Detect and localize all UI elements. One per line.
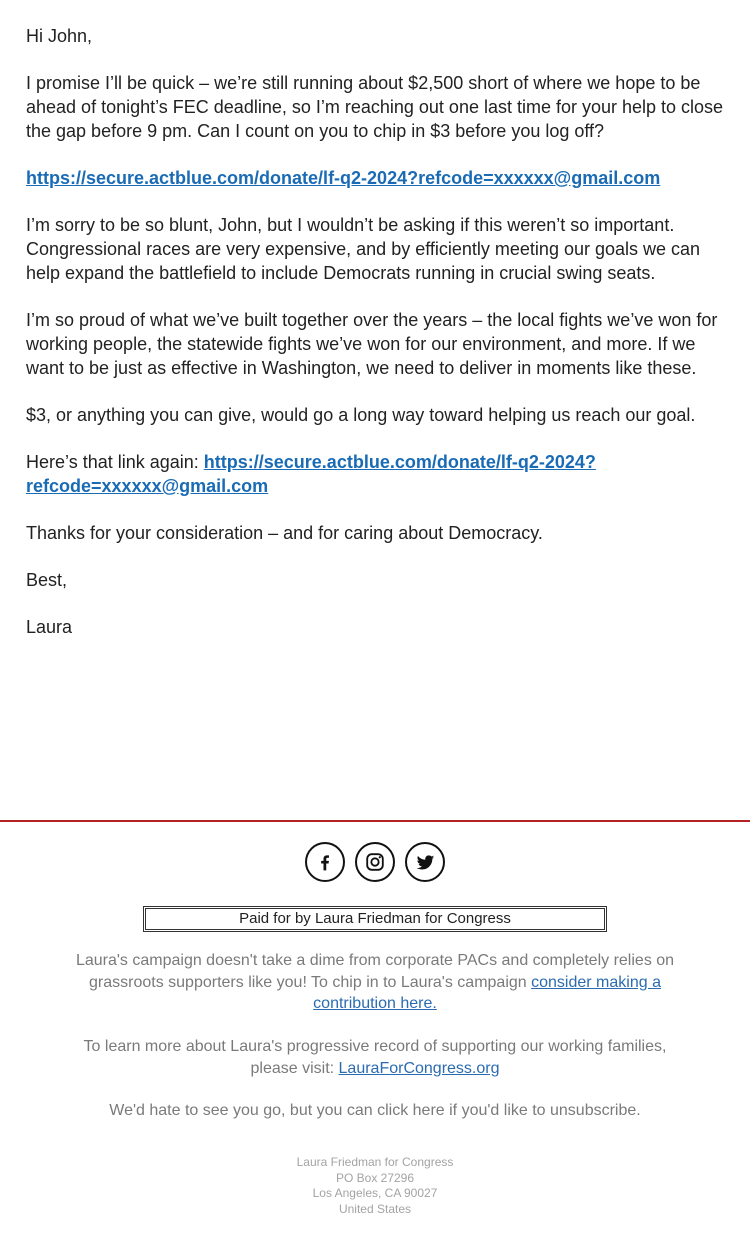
- body-paragraph-2: I’m sorry to be so blunt, John, but I wouldn’t be asking if this weren’t so important. Congressional races are very expensive, and by efficiently meeting our goals we can help expand the battlefield to include Democrats running in crucial swing seats.: [26, 215, 701, 283]
- learn-more-text: To learn more about Laura's progressive record of supporting our working families, please visit:: [83, 1038, 667, 1077]
- donate-link[interactable]: https://secure.actblue.com/donate/lf-q2-2024?refcode=xxxxxx@gmail.com: [26, 168, 661, 188]
- email-body: [26, 24, 731, 662]
- paid-for-disclaimer: Paid for by Laura Friedman for Congress: [143, 906, 607, 932]
- signature: Laura: [26, 617, 73, 637]
- greeting: Hi John,: [26, 26, 93, 46]
- donate-link-again[interactable]: https://secure.actblue.com/donate/lf-q2-2024?refcode=xxxxxx@gmail.com: [26, 452, 596, 496]
- body-paragraph-3: I’m so proud of what we’ve built together over the years – the local fights we’ve won for working people, the statewide fights we’ve won for our environment, and more. If we want to be just as effective in Washington, we need to deliver in moments like these.: [26, 310, 718, 378]
- address-org: Laura Friedman for Congress: [296, 1155, 454, 1169]
- address-po-box: PO Box 27296: [335, 1170, 415, 1185]
- link-again-prefix: Here’s that link again:: [26, 452, 204, 472]
- donate-link-paragraph: [26, 166, 731, 190]
- contribution-link[interactable]: consider making a contribution here.: [313, 973, 661, 1012]
- instagram-icon[interactable]: [355, 842, 395, 882]
- thanks-paragraph: Thanks for your consideration – and for caring about Democracy.: [26, 523, 543, 543]
- facebook-icon[interactable]: [305, 842, 345, 882]
- link-again-paragraph: [26, 450, 731, 498]
- twitter-icon[interactable]: [405, 842, 445, 882]
- mailing-address: [175, 1155, 575, 1217]
- address-city: Los Angeles, CA 90027: [312, 1186, 438, 1201]
- learn-more-statement: [75, 1036, 675, 1079]
- unsubscribe-link[interactable]: We'd hate to see you go, but you can click here if you'd like to unsubscribe.: [109, 1102, 641, 1119]
- pac-statement: [75, 950, 675, 1015]
- body-paragraph-4: $3, or anything you can give, would go a long way toward helping us reach our goal.: [26, 405, 696, 425]
- body-paragraph-1: I promise I’ll be quick – we’re still running about $2,500 short of where we hope to be ahead of tonight’s FEC deadline, so I’m reaching out one last time for your help to close the gap before 9 pm. Can I count on you to chip in $3 before you log off?: [26, 73, 724, 141]
- social-links: [0, 842, 750, 882]
- pac-text: Laura's campaign doesn't take a dime from corporate PACs and completely relies on grassroots supporters like you! To chip in to Laura's campaign: [75, 952, 675, 991]
- footer-divider: [0, 820, 750, 822]
- website-link[interactable]: LauraForCongress.org: [338, 1059, 500, 1077]
- address-country: United States: [338, 1201, 412, 1216]
- signoff: Best,: [26, 570, 68, 590]
